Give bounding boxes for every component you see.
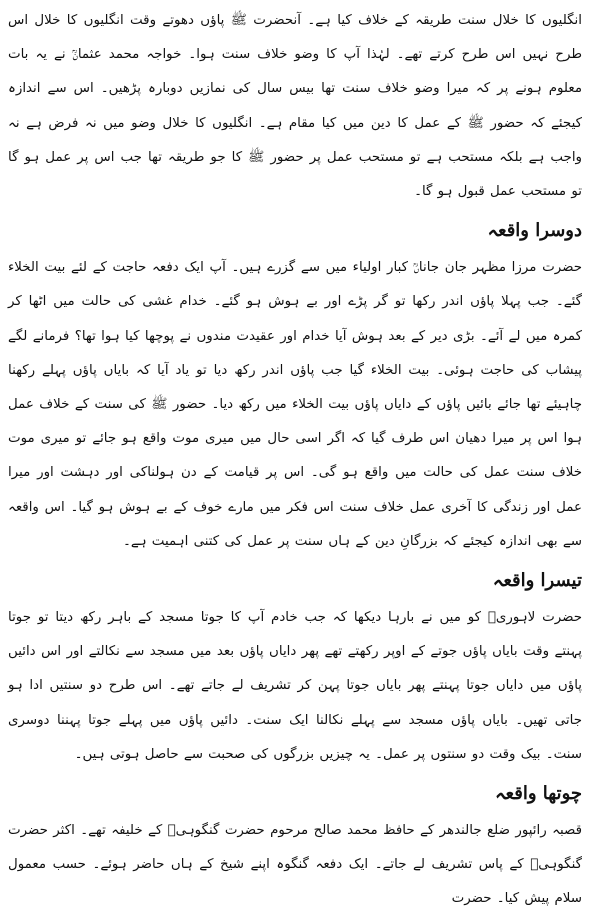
- section-body-fourth-incident: قصبہ رائپور ضلع جالندھر کے حافظ محمد صالح مرحوم حضرت گنگوہیؒ کے خلیفہ تھے۔ اکثر حضرت گنگوہیؒ کے پاس تشریف لے جاتے۔ ایک دفعہ گنگوہ اپنے شیخ کے ہاں حاضر ہوئے۔ حسب معمول سلام پیش کیا۔ حضرت: [8, 823, 582, 907]
- section-heading-fourth-incident: چوتھا واقعہ: [494, 783, 582, 805]
- section-body-third-incident: حضرت لاہوریؒ کو میں نے بارہا دیکھا کہ جب خادم آپ کا جوتا مسجد کے باہر رکھ دیتا تو جوتا پہنتے وقت بایاں پاؤں جوتے کے اوپر رکھتے تھے پھر دایاں پاؤں بعد میں مسجد سے نکالتے اور اس دائیں پاؤں میں دایاں جوتا پہنتے پھر بایاں جوتا پہن کر تشریف لے جاتے تھے۔ اس طرح دو سنتیں ادا ہو جاتی تھیں۔ بایاں پاؤں مسجد سے پہلے نکالنا ایک سنت۔ دائیں پاؤں میں پہلے جوتا پہننا دوسری سنت۔ بیک وقت دو سنتوں پر عمل۔ یہ چیزیں بزرگوں کی صحبت سے حاصل ہوتی ہیں۔: [8, 610, 582, 762]
- section-body-second-incident: حضرت مرزا مظہر جان جاناںؒ کبار اولیاء میں سے گزرے ہیں۔ آپ ایک دفعہ حاجت کے لئے بیت الخلاء گئے۔ جب پہلا پاؤں اندر رکھا تو گر پڑے اور بے ہوش ہو گئے۔ خدام غشی کی حالت میں اٹھا کر کمرہ میں لے آئے۔ بڑی دیر کے بعد ہوش آیا خدام اور عقیدت مندوں نے پوچھا کیا ہوا تھا؟ فرمانے لگے پیشاب کی حاجت ہوئی۔ بیت الخلاء گیا جب پاؤں اندر رکھ دیا تو یاد آیا کہ بایاں پاؤں پہلے رکھنا چاہیئے تھا جائے بائیں پاؤں کے دایاں پاؤں بیت الخلاء میں رکھ دیا۔ حضور ﷺ کی سنت کے خلاف عمل ہوا اس پر میرا دھیان اس طرف گیا کہ اگر اسی حال میں میری موت واقع ہو جائے تو میری موت خلاف سنت عمل کی حالت میں واقع ہو گی۔ اس پر قیامت کے دن ہولناکی اور دہشت اور میرا عمل اور زندگی کا آخری عمل خلاف سنت اس فکر میں مارے خوف کے بے ہوش ہو گیا۔ اس واقعہ سے بھی اندازہ کیجئے کہ بزرگانِ دین کے ہاں سنت پر عمل کی کتنی اہمیت ہے۔: [8, 260, 582, 549]
- intro-paragraph: انگلیوں کا خلال سنت طریقہ کے خلاف کیا ہے۔ آنحضرت ﷺ پاؤں دھوتے وقت انگلیوں کا خلال اس طرح نہیں اس طرح کرتے تھے۔ لہٰذا آپ کا وضو خلاف سنت ہوا۔ خواجہ محمد عثمانؒ نے یہ بات معلوم ہونے پر کہ میرا وضو خلاف سنت تھا بیس سال کی نمازیں دوبارہ پڑھیں۔ اس سے اندازہ کیجئے کہ حضور ﷺ کے عمل کا دین میں کیا مقام ہے۔ انگلیوں کا خلال وضو میں نہ فرض ہے نہ واجب ہے بلکہ مستحب ہے تو مستحب عمل پر حضور ﷺ کا جو طریقہ تھا جب اس پر عمل ہو گا تو مستحب عمل قبول ہو گا۔: [8, 13, 582, 200]
- section-heading-third-incident: تیسرا واقعہ: [492, 570, 582, 592]
- section-heading-second-incident: دوسرا واقعہ: [487, 220, 582, 242]
